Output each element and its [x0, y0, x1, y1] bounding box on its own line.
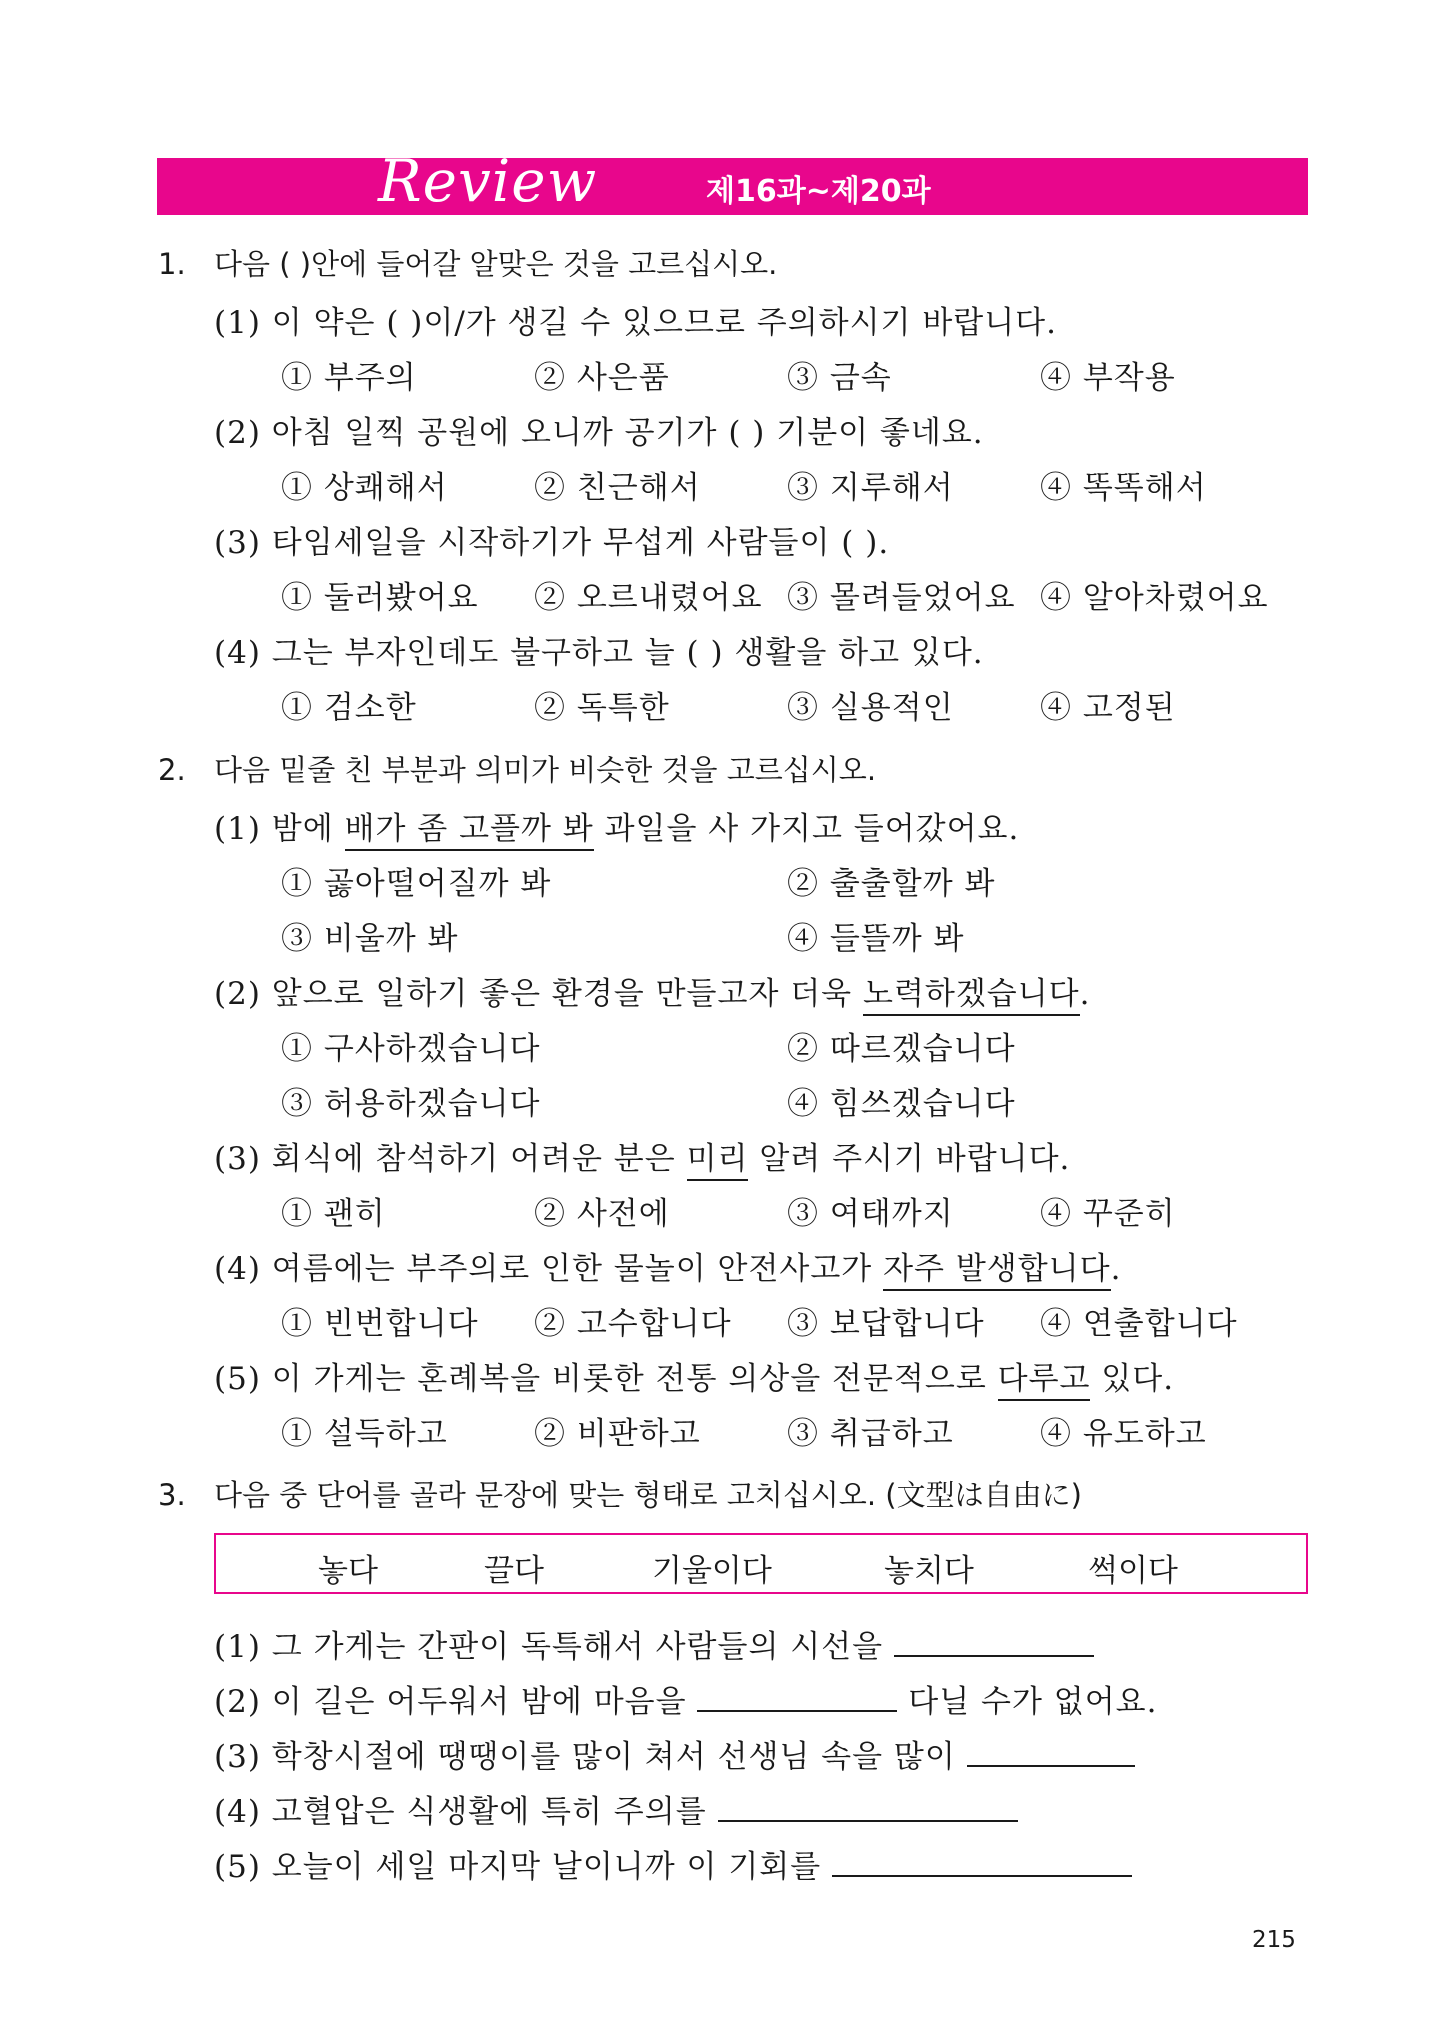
q1-heading: [158, 242, 777, 283]
q2-instruction: 다음 밑줄 친 부분과 의미가 비슷한 것을 고르십시오.: [214, 753, 877, 787]
item-text: 알려 주시기 바랍니다.: [748, 1141, 1071, 1177]
item-label: (3): [214, 1141, 261, 1177]
q3-item-1: [214, 1621, 1094, 1666]
item-label: (5): [214, 1849, 261, 1885]
q2-item-3: [214, 1133, 1070, 1178]
item-text: 고혈압은 식생활에 특히 주의를: [271, 1794, 707, 1830]
item-text: 회식에 참석하기 어려운 분은: [271, 1141, 687, 1177]
q2-item-2: [214, 968, 1090, 1013]
item-label: (1): [214, 305, 261, 341]
q2-5-option-3[interactable]: ③ 취급하고: [787, 1416, 954, 1452]
item-text: 학창시절에 땡땡이를 많이 쳐서 선생님 속을 많이: [271, 1739, 956, 1775]
answer-blank[interactable]: [718, 1790, 1018, 1822]
item-text: 다닐 수가 없어요.: [908, 1684, 1158, 1720]
q1-3-option-1[interactable]: ① 둘러봤어요: [281, 580, 479, 616]
q3-item-2: [214, 1676, 1157, 1721]
q3-heading: [158, 1473, 1082, 1514]
answer-blank[interactable]: [832, 1845, 1132, 1877]
word-bank-item: 기울이다: [652, 1553, 772, 1589]
item-text: 밤에: [271, 811, 345, 847]
item-label: (2): [214, 1684, 261, 1720]
item-label: (4): [214, 635, 261, 671]
q1-3-option-4[interactable]: ④ 알아차렸어요: [1040, 580, 1269, 616]
q2-2-option-4[interactable]: ④ 힘쓰겠습니다: [787, 1086, 1016, 1122]
q1-1-option-2[interactable]: ② 사은품: [534, 360, 670, 396]
answer-blank[interactable]: [894, 1625, 1094, 1657]
q3-item-5: [214, 1841, 1132, 1886]
item-text: 이 약은 ( )이/가 생길 수 있으므로 주의하시기 바랍니다.: [271, 305, 1057, 341]
underlined-phrase: 자주 발생합니다: [883, 1251, 1110, 1291]
review-logo: Review: [378, 147, 598, 215]
answer-blank[interactable]: [697, 1680, 897, 1712]
item-text: 그 가게는 간판이 독특해서 사람들의 시선을: [271, 1629, 884, 1665]
q1-2-option-1[interactable]: ① 상쾌해서: [281, 470, 448, 506]
q1-4-option-3[interactable]: ③ 실용적인: [787, 690, 954, 726]
item-label: (1): [214, 1629, 261, 1665]
item-text: 과일을 사 가지고 들어갔어요.: [593, 811, 1020, 847]
q2-4-option-2[interactable]: ② 고수합니다: [534, 1306, 732, 1342]
item-label: (4): [214, 1794, 261, 1830]
q1-item-1: [214, 297, 1057, 342]
q1-item-4: [214, 627, 984, 672]
q2-1-option-2[interactable]: ② 출출할까 봐: [787, 866, 996, 902]
underlined-phrase: 다루고: [998, 1361, 1091, 1401]
q1-4-option-4[interactable]: ④ 고정된: [1040, 690, 1176, 726]
q1-2-option-4[interactable]: ④ 똑똑해서: [1040, 470, 1207, 506]
item-text: 앞으로 일하기 좋은 환경을 만들고자 더욱: [271, 976, 863, 1012]
underlined-phrase: 미리: [687, 1141, 749, 1181]
q1-1-option-3[interactable]: ③ 금속: [787, 360, 892, 396]
q3-instruction: 다음 중 단어를 골라 문장에 맞는 형태로 고치십시오. (文型は自由に): [214, 1478, 1082, 1512]
q2-2-option-2[interactable]: ② 따르겠습니다: [787, 1031, 1016, 1067]
answer-blank[interactable]: [967, 1735, 1135, 1767]
q1-3-option-3[interactable]: ③ 몰려들었어요: [787, 580, 1016, 616]
q1-2-option-3[interactable]: ③ 지루해서: [787, 470, 954, 506]
q2-heading: [158, 748, 876, 789]
q2-5-option-4[interactable]: ④ 유도하고: [1040, 1416, 1207, 1452]
q1-4-option-1[interactable]: ① 검소한: [281, 690, 417, 726]
q2-3-option-2[interactable]: ② 사전에: [534, 1196, 670, 1232]
q1-item-3: [214, 517, 889, 562]
item-text: 이 가게는 혼례복을 비롯한 전통 의상을 전문적으로: [271, 1361, 998, 1397]
q2-item-1: [214, 803, 1019, 848]
q2-3-option-1[interactable]: ① 괜히: [281, 1196, 386, 1232]
q1-4-option-2[interactable]: ② 독특한: [534, 690, 670, 726]
q2-1-option-4[interactable]: ④ 들뜰까 봐: [787, 921, 965, 957]
word-bank-item: 썩이다: [1088, 1553, 1178, 1589]
q2-2-option-3[interactable]: ③ 허용하겠습니다: [281, 1086, 541, 1122]
item-label: (4): [214, 1251, 261, 1287]
item-label: (2): [214, 976, 261, 1012]
q1-item-2: [214, 407, 984, 452]
word-bank-item: 끌다: [484, 1553, 544, 1589]
q2-3-option-3[interactable]: ③ 여태까지: [787, 1196, 954, 1232]
item-text: 있다.: [1090, 1361, 1175, 1397]
item-label: (2): [214, 415, 261, 451]
q1-1-option-1[interactable]: ① 부주의: [281, 360, 417, 396]
q2-1-option-1[interactable]: ① 곯아떨어질까 봐: [281, 866, 552, 902]
word-bank-item: 놓다: [318, 1553, 378, 1589]
q2-4-option-4[interactable]: ④ 연출합니다: [1040, 1306, 1238, 1342]
q3-item-4: [214, 1786, 1018, 1831]
q2-1-option-3[interactable]: ③ 비울까 봐: [281, 921, 459, 957]
q1-3-option-2[interactable]: ② 오르내렸어요: [534, 580, 763, 616]
item-text: 그는 부자인데도 불구하고 늘 ( ) 생활을 하고 있다.: [271, 635, 984, 671]
q1-number: 1.: [158, 247, 186, 281]
item-text: 오늘이 세일 마지막 날이니까 이 기회를: [271, 1849, 822, 1885]
q2-3-option-4[interactable]: ④ 꾸준히: [1040, 1196, 1176, 1232]
q2-item-5: [214, 1353, 1174, 1398]
item-label: (1): [214, 811, 261, 847]
q2-4-option-1[interactable]: ① 빈번합니다: [281, 1306, 479, 1342]
q2-number: 2.: [158, 753, 186, 787]
underlined-phrase: 노력하겠습니다: [863, 976, 1080, 1016]
q2-item-4: [214, 1243, 1121, 1288]
underlined-phrase: 배가 좀 고플까 봐: [345, 811, 594, 851]
q3-number: 3.: [158, 1478, 186, 1512]
item-text: 타임세일을 시작하기가 무섭게 사람들이 ( ).: [271, 525, 890, 561]
q2-5-option-2[interactable]: ② 비판하고: [534, 1416, 701, 1452]
page-number: 215: [1252, 1927, 1296, 1953]
word-bank-item: 놓치다: [884, 1553, 974, 1589]
item-label: (3): [214, 1739, 261, 1775]
q3-item-3: [214, 1731, 1135, 1776]
q2-2-option-1[interactable]: ① 구사하겠습니다: [281, 1031, 541, 1067]
lesson-range: 제16과~제20과: [706, 174, 931, 209]
item-text: .: [1110, 1251, 1122, 1287]
item-text: .: [1079, 976, 1091, 1012]
item-text: 이 길은 어두워서 밤에 마음을: [271, 1684, 687, 1720]
q1-2-option-2[interactable]: ② 친근해서: [534, 470, 701, 506]
item-text: 아침 일찍 공원에 오니까 공기가 ( ) 기분이 좋네요.: [271, 415, 984, 451]
item-label: (5): [214, 1361, 261, 1397]
item-text: 여름에는 부주의로 인한 물놀이 안전사고가: [271, 1251, 884, 1287]
q2-5-option-1[interactable]: ① 설득하고: [281, 1416, 448, 1452]
q2-4-option-3[interactable]: ③ 보답합니다: [787, 1306, 985, 1342]
q1-1-option-4[interactable]: ④ 부작용: [1040, 360, 1176, 396]
q1-instruction: 다음 ( )안에 들어갈 알맞은 것을 고르십시오.: [214, 247, 778, 281]
item-label: (3): [214, 525, 261, 561]
